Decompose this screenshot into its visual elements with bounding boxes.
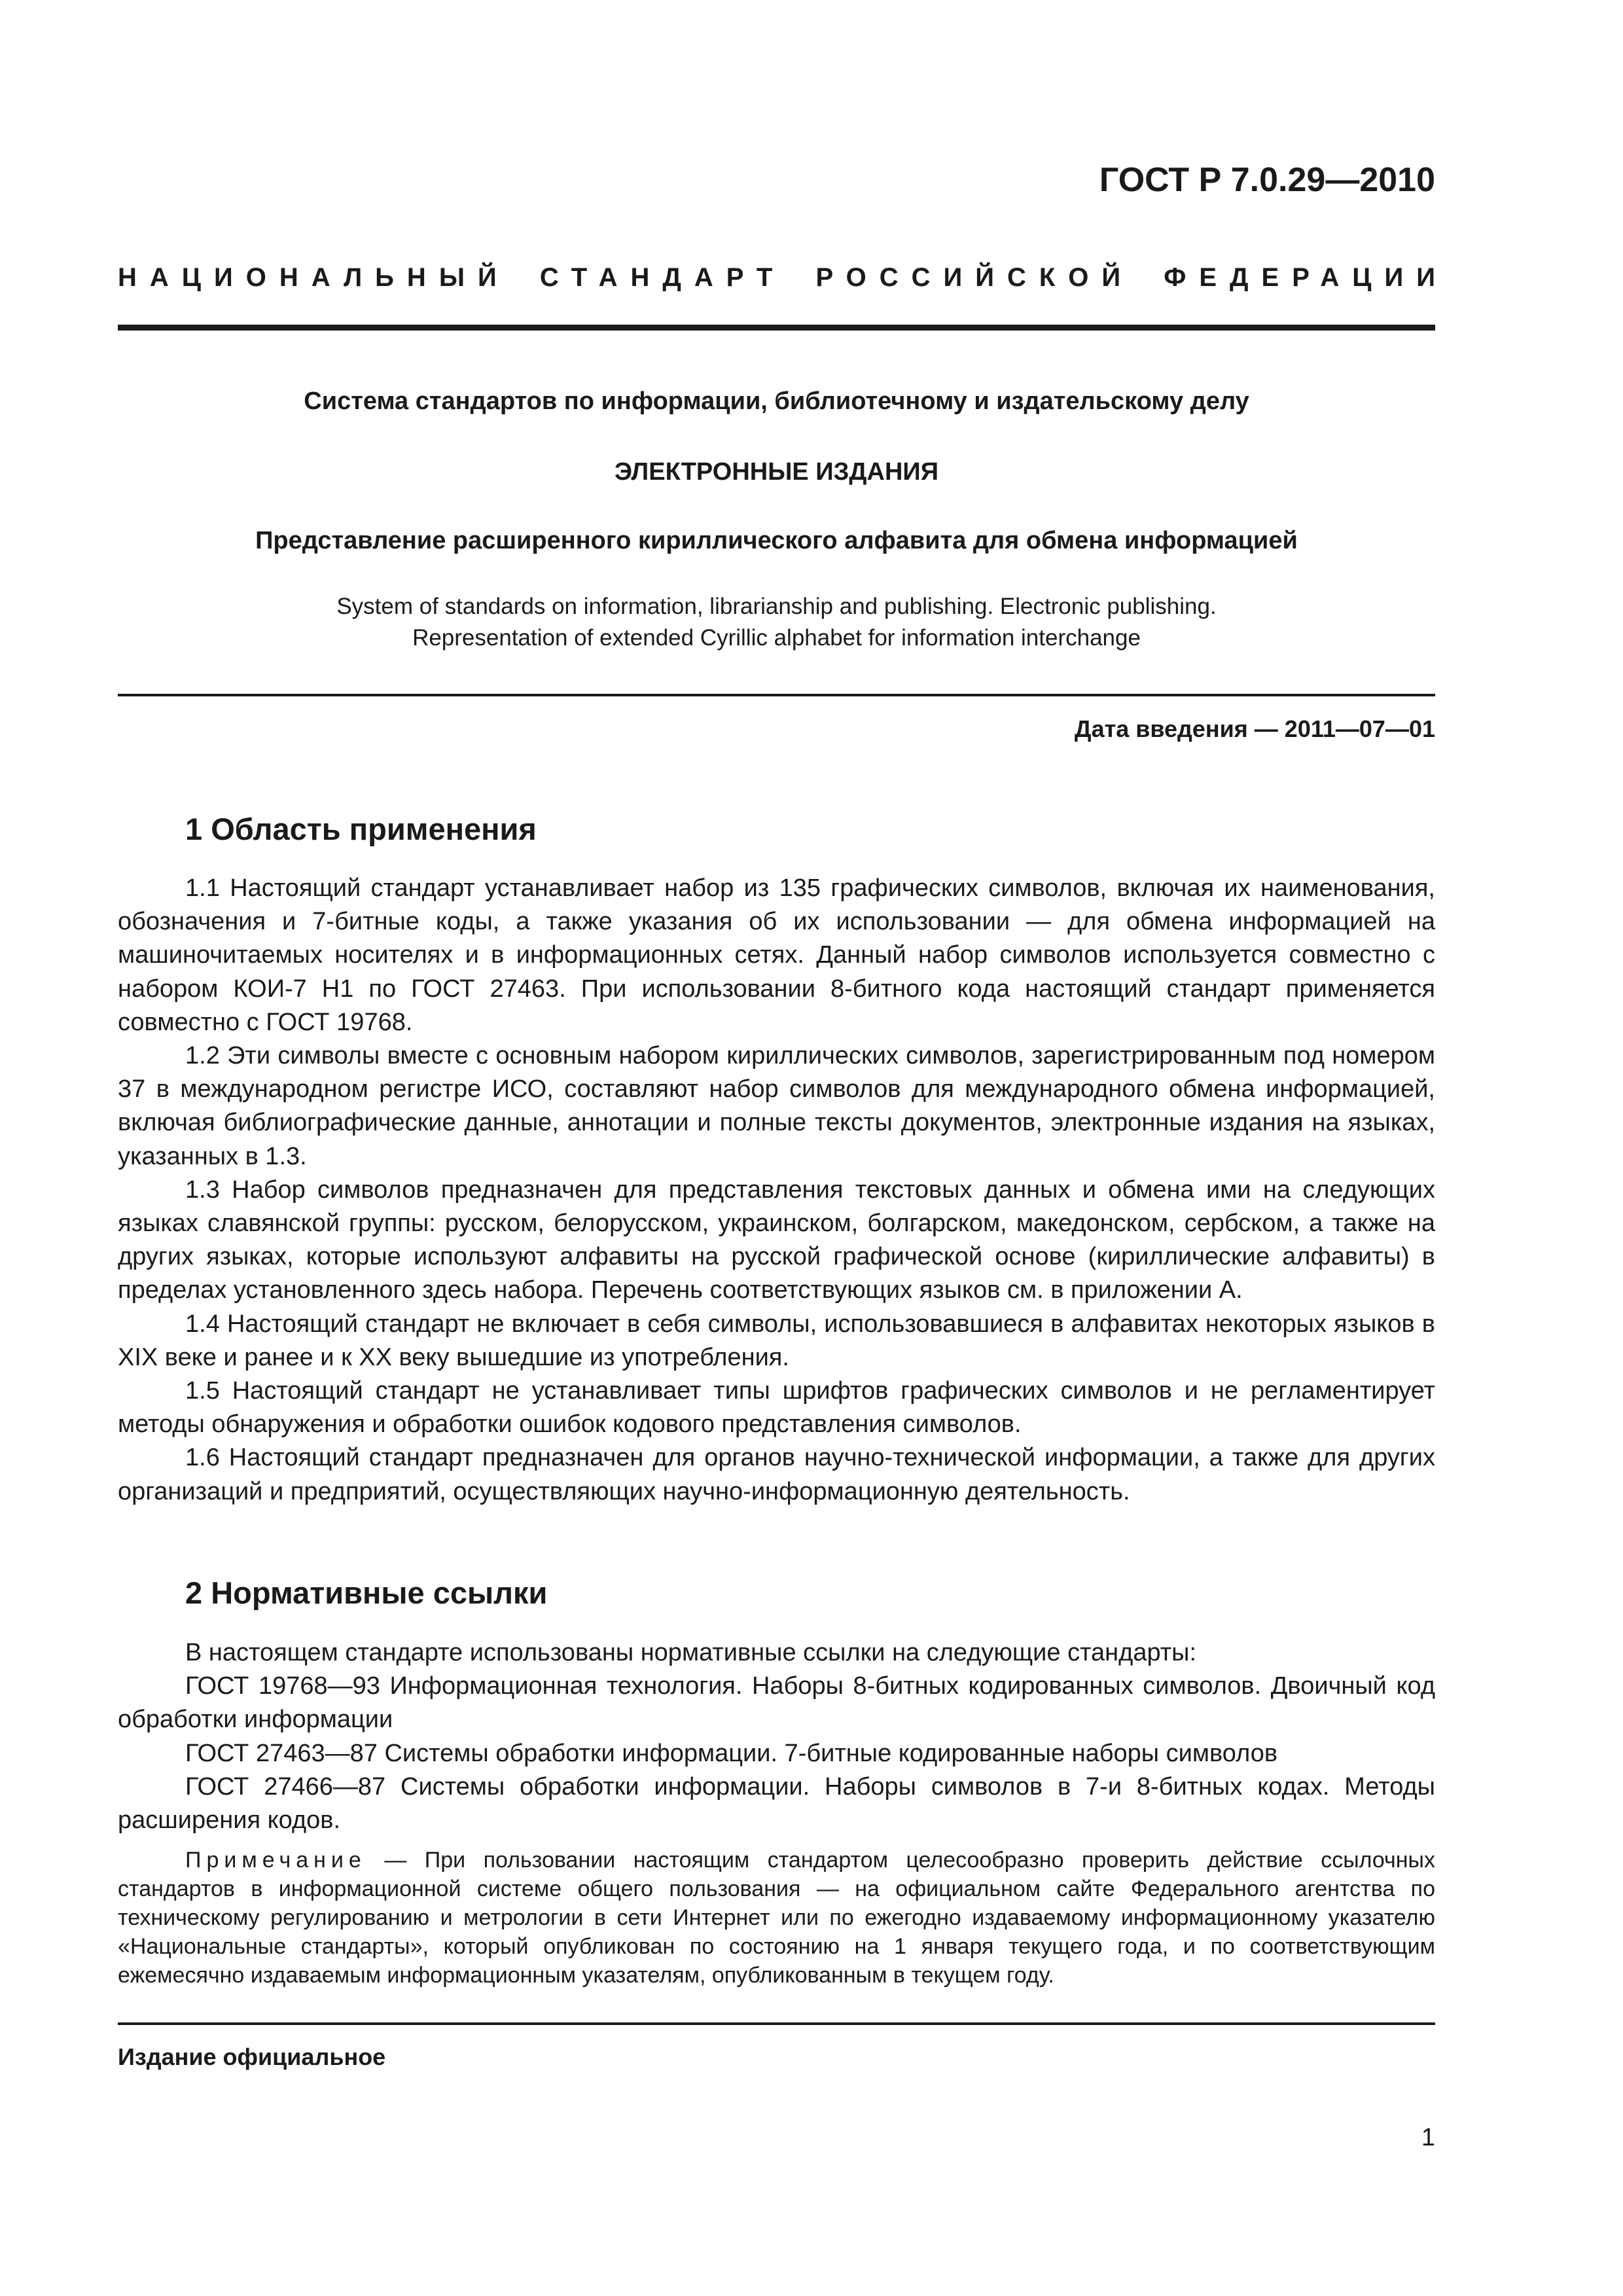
standards-system-title: Система стандартов по информации, библиотечному и издательскому делу xyxy=(304,387,1249,415)
note-text: — При пользовании настоящим стандартом целесообразно проверить действие ссылочных стандартов в информационной системе общего пользования — на официальном сайте Федерального агентства по техническому регулированию и метрологии в сети Интернет или по ежегодно издаваемому информационному указателю «Национальные стандарты», который опубликован по состоянию на 1 января текущего года, и по соответствующим ежемесячно издаваемым информационным указателям, опубликованным в текущем году. xyxy=(118,1848,1435,1988)
reference-item: ГОСТ 27466—87 Системы обработки информации. Наборы символов в 7-и 8-битных кодах. Методы расширения кодов. xyxy=(118,1772,1435,1835)
section-heading-references: 2 Нормативные ссылки xyxy=(185,1575,548,1610)
document-title: ЭЛЕКТРОННЫЕ ИЗДАНИЯ xyxy=(614,458,939,486)
english-title-line: System of standards on information, librarianship and publishing. Electronic publishing. xyxy=(336,594,1217,619)
paragraph: В настоящем стандарте использованы нормативные ссылки на следующие стандарты: xyxy=(185,1639,1197,1666)
page-number: 1 xyxy=(1421,2124,1435,2151)
reference-item: ГОСТ 27463—87 Системы обработки информации. 7-битные кодированные наборы символов xyxy=(185,1739,1278,1767)
footer-divider xyxy=(118,2022,1435,2025)
banner-word: РОССИЙСКОЙ xyxy=(815,263,1134,292)
document-code: ГОСТ Р 7.0.29—2010 xyxy=(1099,161,1435,199)
paragraph: 1.6 Настоящий стандарт предназначен для органов научно-технической информации, а также для других организаций и предприятий, осуществляющих научно-информационную деятельность. xyxy=(118,1444,1435,1505)
paragraph: 1.3 Набор символов предназначен для представления текстовых данных и обмена ими на следующих языках славянской группы: русском, белорусском, украинском, болгарском, македонском, сербском, а также на других языках, которые используют алфавиты на русской графической основе (кириллические алфавиты) в пределах установленного здесь набора. Перечень соответствующих языков см. в приложении А. xyxy=(118,1175,1435,1304)
note xyxy=(118,1846,1435,1990)
paragraph: 1.1 Настоящий стандарт устанавливает набор из 135 графических символов, включая их наименования, обозначения и 7-битные коды, а также указания об их использовании — для обмена информацией на машиночитаемых носителях и в информационных сетях. Данный набор символов используется совместно с набором КОИ-7 Н1 по ГОСТ 27463. При использовании 8-битного кода настоящий стандарт применяется совместно с ГОСТ 19768. xyxy=(118,874,1435,1036)
paragraph: 1.4 Настоящий стандарт не включает в себя символы, использовавшиеся в алфавитах некоторых языков в XIX веке и ранее и к XX веку вышедшие из употребления. xyxy=(118,1310,1435,1371)
note-label: Примечание xyxy=(185,1848,366,1873)
english-title xyxy=(118,591,1435,654)
title-divider xyxy=(118,694,1435,696)
national-standard-banner xyxy=(118,263,1448,293)
section-references-body xyxy=(118,1636,1435,1837)
official-edition-label: Издание официальное xyxy=(118,2043,386,2070)
header-divider xyxy=(118,325,1435,331)
section-heading-scope: 1 Область применения xyxy=(185,812,537,846)
paragraph: 1.5 Настоящий стандарт не устанавливает типы шрифтов графических символов и не регламентирует методы обнаружения и обработки ошибок кодового представления символов. xyxy=(118,1377,1435,1439)
banner-word: СТАНДАРТ xyxy=(539,263,786,292)
english-title-line: Representation of extended Cyrillic alphabet for information interchange xyxy=(412,625,1141,651)
banner-word: НАЦИОНАЛЬНЫЙ xyxy=(118,263,510,292)
reference-item: ГОСТ 19768—93 Информационная технология. Наборы 8-битных кодированных символов. Двоичный код обработки информации xyxy=(118,1672,1435,1734)
section-scope-body xyxy=(118,872,1435,1509)
document-subtitle: Представление расширенного кириллического алфавита для обмена информацией xyxy=(255,527,1298,554)
banner-word: ФЕДЕРАЦИИ xyxy=(1164,263,1448,292)
introduction-date: Дата введения — 2011—07—01 xyxy=(1074,715,1435,742)
paragraph: 1.2 Эти символы вместе с основным набором кириллических символов, зарегистрированным под номером 37 в международном регистре ИСО, составляют набор символов для международного обмена информацией, включая библиографические данные, аннотации и полные тексты документов, электронные издания на языках, указанных в 1.3. xyxy=(118,1042,1435,1170)
